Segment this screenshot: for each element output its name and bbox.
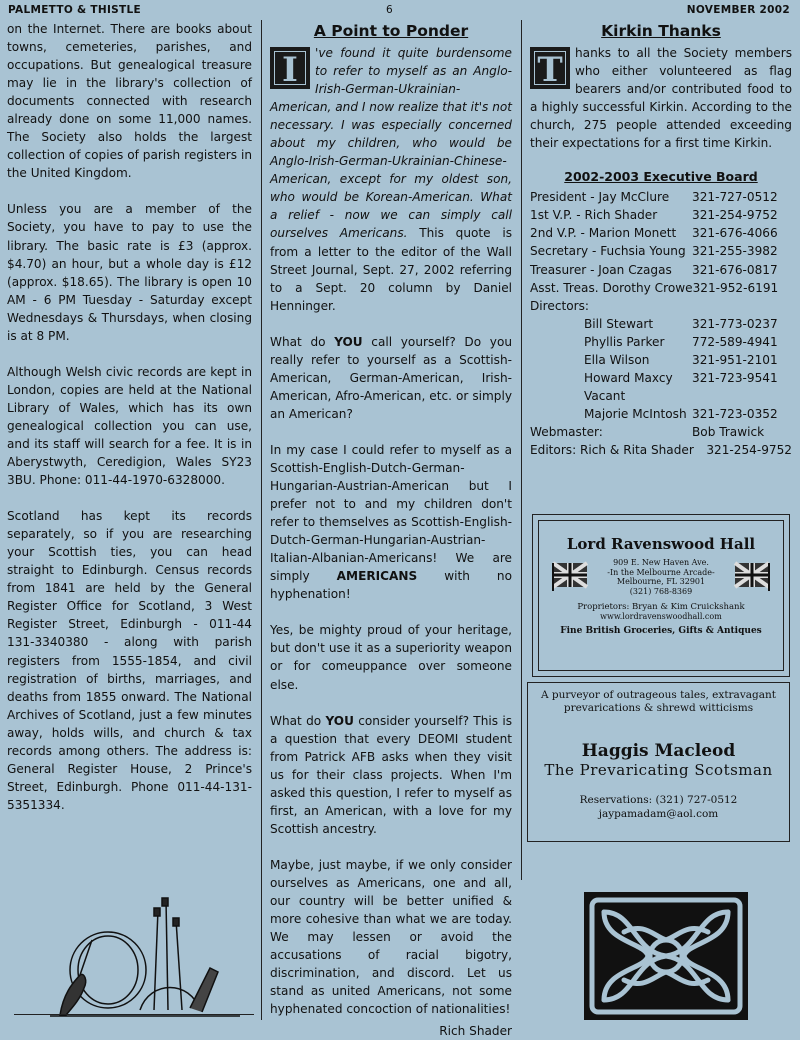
text: What do (270, 713, 326, 728)
text: with no hyphenation! (270, 569, 512, 602)
article-title: Kirkin Thanks (601, 22, 721, 40)
board-phone: 321-727-0512 (692, 190, 778, 205)
director-name: Majorie McIntosh (584, 406, 687, 421)
board-role: Asst. Treas. Dorothy Crowe (530, 280, 693, 295)
text: call yourself? Do you really refer to yourself as a Scottish-American, German-American, Irish-American, Afro-American, etc. or simply an American? (270, 334, 513, 421)
editors-row (530, 441, 792, 459)
text: What do (270, 334, 335, 349)
ad-email: jaypamadam@aol.com (598, 808, 719, 820)
director-name: Vacant (584, 388, 626, 403)
board-phone: 321-255-3982 (692, 244, 778, 259)
issue-date: NOVEMBER 2002 (686, 4, 790, 16)
director-row (530, 387, 792, 405)
executive-board-list (530, 188, 792, 459)
kirkin-text: hanks to all the Society members who either volunteered as flag bearers and/or contributed food to a highly successful Kirkin. According to the church, 275 people attended exceeding their expectations for a first time Kirkin. (530, 46, 792, 151)
page-number: 6 (386, 4, 393, 16)
article-title: A Point to Ponder (313, 22, 469, 40)
ad-address-2: -In the Melbourne Arcade- (607, 567, 715, 577)
ad-phone: (321) 768-8369 (629, 586, 693, 596)
board-row (530, 242, 792, 260)
quote-source: This quote is from a letter to the editor of the Wall Street Journal, Sept. 27, 2002 referring to a Sept. 20 column by Daniel Henninger. (270, 226, 512, 313)
paragraph (270, 441, 512, 603)
board-role: President - Jay McClure (530, 190, 670, 205)
haggis-macleod-ad (527, 682, 790, 842)
director-phone: 321-951-2101 (692, 352, 778, 367)
ad-title: Lord Ravenswood Hall (566, 535, 756, 553)
paragraph: Scotland has kept its records separately, so if you are researching your Scottish ties, you can head straight to Edinburgh. Census records from 1841 are held by the General Register Office for Scotland, 3 West Register Street, Edinburgh - 011-44 131-3340380 - along with parish registers from 1555-1854, and civil registration of births, marriages, and deaths from 1855 onward. The National Archives of Scotland, just a few minutes away, holds wills, and church & tax records among others. The address is: General Register House, 2 Prince's Street, Edinburgh. Phone 011-44-131-5351334. (7, 509, 252, 812)
ad-footer: Fine British Groceries, Gifts & Antiques (560, 625, 762, 636)
text: consider yourself? This is a question that every DEOMI student from Patrick AFB asks when they visit us for their class projects. When I'm asked this question, I refer to myself as first, an American, with a love for my Scottish ancestry. (270, 713, 512, 836)
text: In my case I could refer to myself as a Scottish-English-Dutch-German-Hungarian-Austrian-American but I prefer not to and my children don't refer to themselves as Scottish-English-Dutch-German-Hungarian-Austrian-Italian-Albanian-Americans! We are simply (270, 442, 512, 584)
board-role: 2nd V.P. - Marion Monett (530, 226, 677, 241)
board-row (530, 224, 792, 242)
director-row (530, 315, 792, 333)
director-name: Bill Stewart (584, 316, 654, 331)
dropcap-letter: T (530, 47, 570, 89)
paragraph: Maybe, just maybe, if we only consider ourselves as Americans, one and all, our country will be better unified & more cohesive than what we are today. We may lessen or avoid the accusations of racial bigotry, discrimination, and discord. Let us stand as united Americans, not some hyphenated concoction of nationalities! (270, 857, 512, 1017)
director-name: Phyllis Parker (584, 334, 665, 349)
celtic-knot-icon (584, 892, 748, 1020)
board-role: 1st V.P. - Rich Shader (530, 208, 658, 223)
director-name: Ella Wilson (584, 352, 650, 367)
ad-address-3: Melbourne, FL 32901 (616, 577, 706, 586)
paragraph (270, 333, 512, 423)
director-row (530, 351, 792, 369)
publication-title: PALMETTO & THISTLE (8, 4, 141, 16)
board-phone: 321-254-9752 (692, 208, 778, 223)
director-phone: 321-723-9541 (692, 370, 778, 385)
column-kirkin (530, 20, 792, 459)
paragraph: Yes, be mighty proud of your heritage, but don't use it as a superiority weapon or for comeuppance over someone else. (270, 623, 512, 692)
ad-website: www.lordravenswoodhall.com (600, 612, 722, 621)
board-role: Secretary - Fuchsia Young (530, 244, 686, 259)
author-signature: Rich Shader (439, 1024, 512, 1039)
ravenswood-ad (532, 514, 790, 677)
director-phone: 321-773-0237 (692, 316, 778, 331)
emphasis: YOU (334, 334, 363, 349)
emphasis: YOU (325, 713, 354, 728)
director-row (530, 369, 792, 387)
directors-label: Directors: (530, 298, 589, 313)
column-point-to-ponder (270, 20, 512, 1040)
editors-phone: 321-254-9752 (706, 442, 792, 457)
paragraph (270, 712, 512, 838)
board-title: 2002-2003 Executive Board (564, 169, 758, 185)
director-phone: 772-589-4941 (692, 334, 778, 349)
column-divider-2 (521, 20, 522, 880)
paragraph: Although Welsh civic records are kept in London, copies are held at the National Library of Wales, which has its own genealogical collection you can use, and its staff will search for a fee. It is in Aberystwyth, Ceredigion, Wales SY23 3BU. Phone: 011-44-1970-6328000. (7, 364, 252, 488)
webmaster-row (530, 423, 792, 441)
director-row (530, 333, 792, 351)
paragraph: on the Internet. There are books about towns, cemeteries, parishes, and occupations. But genealogical treasure may lie in the library's collection of documents connected with research already done on some 11,000 names. The Society also holds the largest collection of copies of parish registers in the United Kingdom. (7, 22, 252, 181)
board-row (530, 261, 792, 279)
bottom-rule (14, 1014, 254, 1015)
column-divider-1 (261, 20, 262, 1020)
board-phone: 321-952-6191 (692, 280, 779, 295)
quote-text: 've found it quite burdensome to refer to myself as an Anglo-Irish-German-Ukrainian-American, and I now realize that it's not necessary. I was especially concerned about my children, who would be Anglo-Irish-German-Ukrainian-Chinese-American, except for my oldest son, who would be Korean-American. What a relief - now we can simply call ourselves Americans. (270, 46, 513, 241)
director-phone (692, 387, 792, 405)
bagpipes-illustration (40, 880, 260, 1020)
dropcap-letter: I (270, 47, 310, 89)
director-phone: 321-723-0352 (692, 406, 778, 421)
emphasis: AMERICANS (336, 569, 418, 584)
ad-proprietors: Proprietors: Bryan & Kim Cruickshank (577, 602, 745, 612)
director-row (530, 405, 792, 423)
paragraph: Unless you are a member of the Society, you have to pay to use the library. The basic rate is £3 (approx. $4.70) an hour, but a whole day is £12 (approx. $18.65). The library is open 10 AM - 6 PM Tuesday - Saturday except Wednesdays & Thursdays, when closing is at 8 PM. (7, 202, 252, 343)
board-phone: 321-676-4066 (692, 226, 778, 241)
ad-tagline: A purveyor of outrageous tales, extravagant prevarications & shrewd witticisms (541, 689, 776, 714)
board-row (530, 279, 792, 297)
board-row (530, 188, 792, 206)
webmaster-name: Bob Trawick (692, 424, 765, 439)
ravenswood-ad-frame (538, 520, 784, 671)
directors-label-row (530, 297, 792, 315)
board-role: Treasurer - Joan Czagas (530, 262, 672, 277)
ad-reservations: Reservations: (321) 727-0512 (579, 794, 738, 806)
director-name: Howard Maxcy (584, 370, 673, 385)
ad-subtitle: The Prevaricating Scotsman (544, 761, 773, 779)
union-flag-icon (553, 561, 591, 591)
ad-address-1: 909 E. New Haven Ave. (613, 558, 709, 567)
board-phone: 321-676-0817 (692, 262, 778, 277)
board-row (530, 206, 792, 224)
union-flag-icon (731, 561, 769, 591)
ad-name: Haggis Macleod (581, 741, 736, 761)
webmaster-label: Webmaster: (530, 424, 603, 439)
column-genealogy (7, 20, 252, 832)
editors-label: Editors: Rich & Rita Shader (530, 442, 694, 457)
